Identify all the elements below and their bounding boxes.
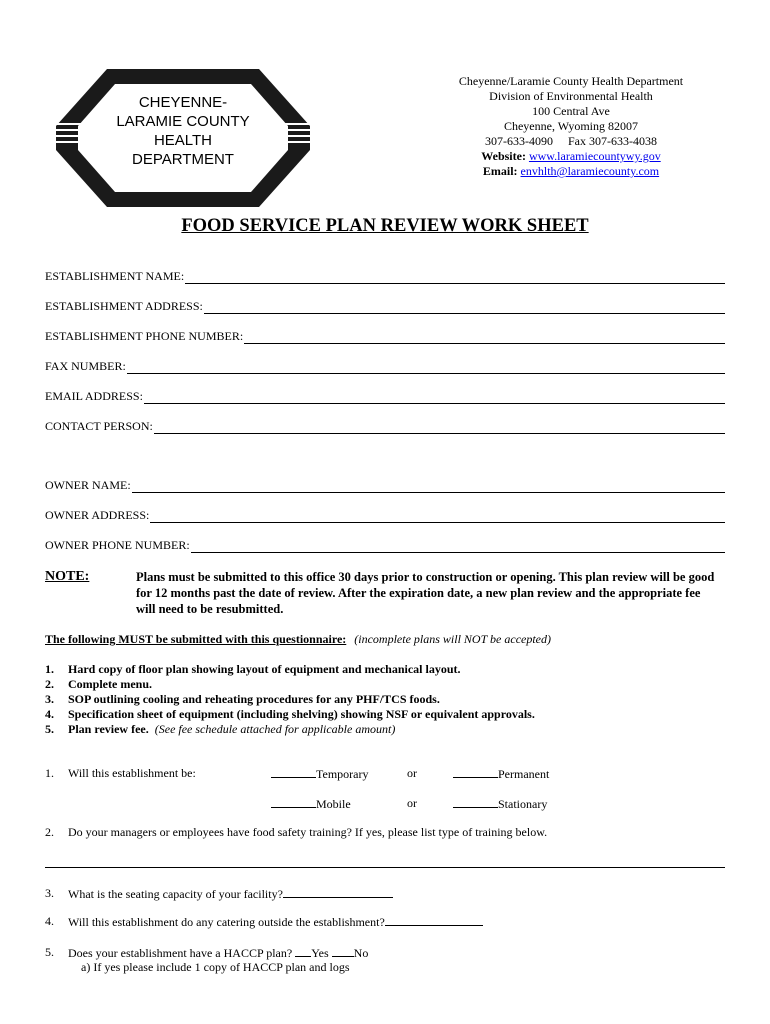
owner-name-field[interactable]: OWNER NAME: bbox=[45, 477, 725, 493]
email-field[interactable]: EMAIL ADDRESS: bbox=[45, 388, 725, 404]
q3-text: What is the seating capacity of your facility? bbox=[68, 887, 283, 901]
catering-blank[interactable] bbox=[385, 914, 483, 926]
q2-text: Do your managers or employees have food safety training? If yes, please list type of training below. bbox=[68, 825, 548, 839]
department-logo bbox=[52, 66, 314, 210]
header-org: Cheyenne/Laramie County Health Department bbox=[458, 74, 684, 88]
website-link[interactable]: www.laramiecountywy.gov bbox=[528, 149, 661, 163]
contact-person-field[interactable]: CONTACT PERSON: bbox=[45, 418, 725, 434]
logo-line-2: LARAMIE COUNTY bbox=[116, 113, 250, 130]
owner-address-field[interactable]: OWNER ADDRESS: bbox=[45, 507, 725, 523]
q1-text: Will this establishment be: bbox=[68, 766, 196, 780]
owner-address-line[interactable] bbox=[150, 510, 725, 523]
requirements-note: (incomplete plans will NOT be accepted) bbox=[354, 632, 552, 646]
permanent-blank[interactable] bbox=[453, 766, 498, 778]
option-mobile[interactable]: Mobile bbox=[271, 796, 351, 812]
owner-phone-line[interactable] bbox=[191, 540, 725, 553]
header-website: Website: www.laramiecountywy.gov bbox=[481, 149, 661, 163]
requirements-heading bbox=[45, 632, 551, 647]
owner-name-line[interactable] bbox=[132, 480, 725, 493]
fax-field[interactable]: FAX NUMBER: bbox=[45, 358, 725, 374]
q2-number: 2. bbox=[45, 825, 54, 839]
mobile-blank[interactable] bbox=[271, 796, 316, 808]
q5-number: 5. bbox=[45, 945, 54, 959]
list-item: 2. Complete menu. bbox=[45, 677, 152, 691]
temporary-blank[interactable] bbox=[271, 766, 316, 778]
stationary-blank[interactable] bbox=[453, 796, 498, 808]
header-city: Cheyenne, Wyoming 82007 bbox=[503, 119, 639, 133]
q3-question bbox=[68, 886, 393, 902]
seating-capacity-blank[interactable] bbox=[283, 886, 393, 898]
establishment-name-field[interactable]: ESTABLISHMENT NAME: bbox=[45, 268, 725, 284]
fax-line[interactable] bbox=[127, 361, 725, 374]
q5-text: Does your establishment have a HACCP plan? bbox=[68, 946, 293, 960]
logo-line-3: HEALTH bbox=[153, 132, 213, 149]
header-phones: 307-633-4090 Fax 307-633-4038 bbox=[485, 134, 657, 148]
header-email: Email: envhlth@laramiecounty.com bbox=[482, 164, 660, 178]
q5-subtext: a) If yes please include 1 copy of HACCP plan and logs bbox=[81, 960, 350, 974]
list-item: 1. Hard copy of floor plan showing layout of equipment and mechanical layout. bbox=[45, 662, 461, 676]
owner-phone-field[interactable]: OWNER PHONE NUMBER: bbox=[45, 537, 725, 553]
department-header bbox=[400, 74, 742, 179]
list-item: 3. SOP outlining cooling and reheating procedures for any PHF/TCS foods. bbox=[45, 692, 440, 706]
or-label-2: or bbox=[407, 796, 417, 810]
list-item: 4. Specification sheet of equipment (including shelving) showing NSF or equivalent approvals. bbox=[45, 707, 535, 721]
q4-number: 4. bbox=[45, 914, 54, 928]
page-title: FOOD SERVICE PLAN REVIEW WORK SHEET bbox=[181, 216, 589, 236]
option-permanent[interactable]: Permanent bbox=[453, 766, 549, 782]
email-line[interactable] bbox=[144, 391, 725, 404]
header-division: Division of Environmental Health bbox=[489, 89, 653, 103]
logo-line-1: CHEYENNE- bbox=[138, 94, 228, 111]
haccp-yes-label: Yes bbox=[311, 946, 329, 960]
training-answer-line[interactable] bbox=[45, 867, 725, 868]
email-link[interactable]: envhlth@laramiecounty.com bbox=[520, 164, 660, 178]
requirements-label: The following MUST be submitted with this questionnaire: bbox=[45, 632, 347, 646]
q5-question bbox=[68, 945, 368, 961]
establishment-phone-line[interactable] bbox=[244, 331, 725, 344]
haccp-no-label: No bbox=[353, 946, 369, 960]
q3-number: 3. bbox=[45, 886, 54, 900]
establishment-address-field[interactable]: ESTABLISHMENT ADDRESS: bbox=[45, 298, 725, 314]
header-street: 100 Central Ave bbox=[532, 104, 610, 118]
q1-number: 1. bbox=[45, 766, 54, 780]
logo-badge-icon bbox=[52, 66, 314, 210]
logo-line-4: DEPARTMENT bbox=[132, 151, 234, 168]
establishment-phone-field[interactable]: ESTABLISHMENT PHONE NUMBER: bbox=[45, 328, 725, 344]
or-label-1: or bbox=[407, 766, 417, 780]
establishment-address-line[interactable] bbox=[204, 301, 725, 314]
q4-question bbox=[68, 914, 483, 930]
haccp-yes-blank[interactable] bbox=[295, 945, 311, 957]
list-item: 5. Plan review fee. (See fee schedule attached for applicable amount) bbox=[45, 722, 396, 736]
note-label: NOTE: bbox=[45, 569, 90, 584]
note-text: Plans must be submitted to this office 30 days prior to construction or opening. This plan review will be good for 12 months past the date of review. After the expiration date, a new plan review and the appropriate fee will need to be resubmitted. bbox=[136, 570, 715, 616]
haccp-no-blank[interactable] bbox=[332, 945, 354, 957]
establishment-name-line[interactable] bbox=[185, 271, 725, 284]
option-stationary[interactable]: Stationary bbox=[453, 796, 547, 812]
requirements-list bbox=[45, 662, 535, 737]
option-temporary[interactable]: Temporary bbox=[271, 766, 368, 782]
q4-text: Will this establishment do any catering outside the establishment? bbox=[68, 915, 385, 929]
contact-person-line[interactable] bbox=[154, 421, 725, 434]
